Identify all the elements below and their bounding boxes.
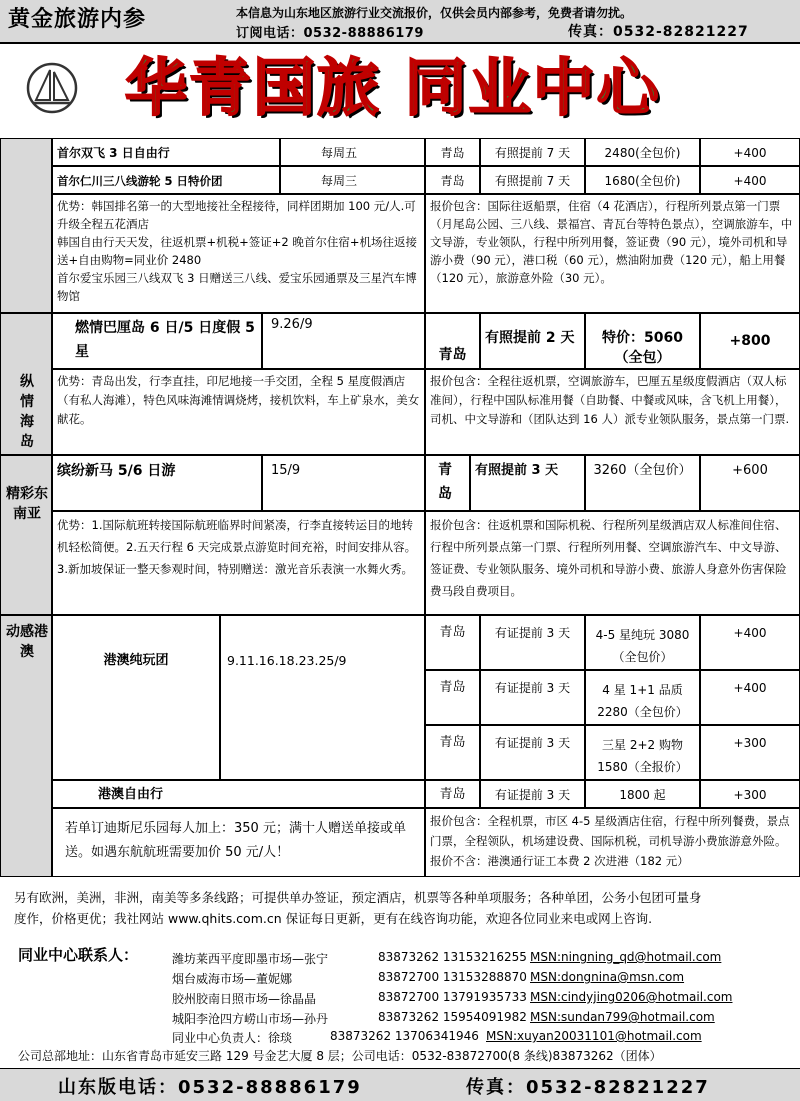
brand-title: 华青国旅 同业中心 <box>125 51 661 124</box>
korea-row2-city: 青岛 <box>425 166 480 194</box>
korea-row1-schedule: 每周五 <box>280 138 425 166</box>
hkmo-label: 动感港澳 <box>6 624 48 660</box>
contact-5-name: 同业中心负责人：徐琰 <box>172 1031 293 1045</box>
contact-4-phone: 83873262 15954091982 <box>378 1010 527 1024</box>
contact-5-msn[interactable]: MSN:xuyan20031101@hotmail.com <box>486 1029 702 1043</box>
contacts-label: 同业中心联系人： <box>18 946 139 964</box>
island-label: 纵情海岛 <box>20 374 34 450</box>
sea-name: 缤纷新马 5/6 日游 <box>52 455 262 511</box>
sea-label: 精彩东南亚 <box>6 486 48 522</box>
hkmo-free-name: 港澳自由行 <box>52 780 425 808</box>
island-advantages: 优势：青岛出发，行李直挂，印尼地接一手交团，全程 5 星度假酒店（有私人海滩），特色风味海滩情调烧烤，接机饮料，车上矿泉水，美女献花。 <box>52 369 425 455</box>
header-note: 本信息为山东地区旅游行业交流报价，仅供会员内部参考，免费者请勿扰。 <box>236 6 633 20</box>
island-price: 特价：5060（全包） <box>585 313 700 369</box>
contact-3-name: 胶州胶南日照市场—徐晶晶 <box>172 992 317 1006</box>
hkmo-row2-city: 青岛 <box>425 670 480 725</box>
island-includes: 报价包含：全程往返机票，空调旅游车，巴厘五星级度假酒店（双人标准间），行程中国队标准用餐（自助餐、中餐或风味，含飞机上用餐），司机、中文导游和（团队达到 16 人）派专业领队服务，景点第一门票. <box>425 369 800 455</box>
header-title: 黄金旅游内参 <box>8 7 147 32</box>
korea-row1-name: 首尔双飞 3 日自由行 <box>52 138 280 166</box>
contact-3-phone: 83872700 13791935733 <box>378 990 527 1004</box>
contact-2-phone: 83872700 13153288870 <box>378 970 527 984</box>
hkmo-row1-price: 4-5 星纯玩 3080（全包价） <box>585 615 700 670</box>
island-extra: +800 <box>700 313 800 369</box>
contact-5-phone: 83873262 13706341946 <box>330 1029 479 1043</box>
hkmo-row3-advance: 有证提前 3 天 <box>480 725 585 780</box>
hkmo-tour-name: 港澳纯玩团 <box>52 615 220 780</box>
header-bar <box>0 0 800 44</box>
hkmo-includes: 报价包含：全程机票，市区 4-5 星级酒店住宿，行程中所列餐费，景点门票，全程领队，机场建设费、国际机税，司机导游小费旅游意外险。报价不含：港澳通行证工本费 2 次进港（182 元） <box>425 808 800 877</box>
hkmo-row1-advance: 有证提前 3 天 <box>480 615 585 670</box>
contact-2-name: 烟台威海市场—董妮娜 <box>172 972 293 986</box>
sea-price: 3260（全包价） <box>585 455 700 511</box>
contact-3-msn[interactable]: MSN:cindyjing0206@hotmail.com <box>530 990 733 1004</box>
hkmo-note: 若单订迪斯尼乐园每人加上：350 元；满十人赠送单接或单送。如遇东航航班需要加价 50 元/人！ <box>52 808 425 877</box>
sea-advantages: 优势：1.国际航班转接国际航班临界时间紧凑，行李直接转运目的地转机轻松简便。2.五天行程 6 天完成景点游览时间充裕，时间安排从容。3.新加坡保证一整天参观时间，特别赠送：激光音乐表演一水舞火秀。 <box>52 511 425 615</box>
hkmo-row3-price: 三星 2+2 购物 1580（全报价） <box>585 725 700 780</box>
hkmo-dates: 9.11.16.18.23.25/9 <box>220 615 425 780</box>
korea-row2-price: 1680(全包价) <box>585 166 700 194</box>
hkmo-row1-city: 青岛 <box>425 615 480 670</box>
korea-adv-1: 优势：韩国排名第一的大型地接社全程接待，同样团期加 100 元/人.可升级全程五花酒店 <box>57 199 416 231</box>
korea-row1-city: 青岛 <box>425 138 480 166</box>
hkmo-row2-advance: 有证提前 3 天 <box>480 670 585 725</box>
hkmo-row1-extra: +400 <box>700 615 800 670</box>
header-phone: 订阅电话：0532-88886179 <box>236 26 424 41</box>
contact-2-msn[interactable]: MSN:dongnina@msn.com <box>530 970 685 984</box>
bottom-fax: 传真：0532-82821227 <box>466 1077 710 1098</box>
hkmo-row2-extra: +400 <box>700 670 800 725</box>
island-advance: 有照提前 2 天 <box>480 313 585 369</box>
island-city: 青岛 <box>425 313 480 369</box>
korea-row1-price: 2480(全包价) <box>585 138 700 166</box>
bottom-bar <box>0 1068 800 1101</box>
footer-line2: 度作，价格更优；我社网站 www.qhits.com.cn 保证每日更新，更有在线咨询功能，欢迎各位同业来电或网上咨询. <box>14 911 653 926</box>
footer-line1: 另有欧洲，美洲，非洲，南美等多条线路；可提供单办签证，预定酒店，机票等各种单项服务；各种单团，公务小包团可量身 <box>14 890 702 905</box>
hkmo-row3-city: 青岛 <box>425 725 480 780</box>
korea-includes: 报价包含：国际往返船票，住宿（4 花酒店），行程所列景点第一门票（月尾岛公园、三八线、景福宫、青瓦台等特色景点），空调旅游车，中文导游，专业领队，行程中所列用餐，签证费（90 元），境外司机和导游小费（90 元），港口税（60 元），燃油附加费（120 元），船上用餐（120 元），旅游意外险（30 元）。 <box>425 194 800 313</box>
header-fax: 传真：0532-82821227 <box>568 24 749 40</box>
contact-1-msn[interactable]: MSN:ningning_qd@hotmail.com <box>530 950 722 964</box>
sea-city: 青岛 <box>425 455 470 511</box>
sea-advance: 有照提前 3 天 <box>470 455 585 511</box>
contact-1-name: 潍坊莱西平度即墨市场—张宁 <box>172 952 329 966</box>
hkmo-row4-price: 1800 起 <box>585 780 700 808</box>
korea-row2-extra: +400 <box>700 166 800 194</box>
island-side <box>0 313 52 455</box>
korea-row1-advance: 有照提前 7 天 <box>480 138 585 166</box>
bottom-phone: 山东版电话：0532-88886179 <box>58 1077 362 1098</box>
contact-4-name: 城阳李沧四方崂山市场—孙丹 <box>172 1012 329 1026</box>
sea-dates: 15/9 <box>262 455 425 511</box>
korea-advantages <box>52 194 425 313</box>
hkmo-side <box>0 615 52 877</box>
korea-row2-name: 首尔仁川三八线游轮 5 日特价团 <box>52 166 280 194</box>
hkmo-row3-extra: +300 <box>700 725 800 780</box>
korea-row2-advance: 有照提前 7 天 <box>480 166 585 194</box>
island-name: 燃情巴厘岛 6 日/5 日度假 5 星 <box>52 313 262 369</box>
korea-adv-3: 首尔爱宝乐园三八线双飞 3 日赠送三八线、爱宝乐园通票及三星汽车博物馆 <box>57 271 417 303</box>
korea-adv-2: 韩国自由行天天发，往返机票+机税+签证+2 晚首尔住宿+机场往返接送+自由购物=同业价 2480 <box>57 235 418 267</box>
hkmo-row4-advance: 有证提前 3 天 <box>480 780 585 808</box>
footer-text <box>14 887 702 929</box>
hkmo-row4-city: 青岛 <box>425 780 480 808</box>
sail-logo-icon <box>26 62 78 114</box>
contact-4-msn[interactable]: MSN:sundan799@hotmail.com <box>530 1010 715 1024</box>
company-address: 公司总部地址：山东省青岛市延安三路 129 号金艺大厦 8 层；公司电话：0532-83872700(8 条线)83873262（团体） <box>18 1049 662 1063</box>
korea-row2-schedule: 每周三 <box>280 166 425 194</box>
hkmo-row2-price: 4 星 1+1 品质 2280（全包价） <box>585 670 700 725</box>
island-dates: 9.26/9 <box>262 313 425 369</box>
korea-side <box>0 138 52 313</box>
korea-row1-extra: +400 <box>700 138 800 166</box>
hkmo-row4-extra: +300 <box>700 780 800 808</box>
sea-side <box>0 455 52 615</box>
sea-includes: 报价包含：往返机票和国际机税、行程所列星级酒店双人标准间住宿、行程中所列景点第一门票、行程所列用餐、空调旅游汽车、中文导游、签证费、专业领队服务、境外司机和导游小费、旅游人身意外伤害保险费马段自费项目。 <box>425 511 800 615</box>
contact-1-phone: 83873262 13153216255 <box>378 950 527 964</box>
sea-extra: +600 <box>700 455 800 511</box>
